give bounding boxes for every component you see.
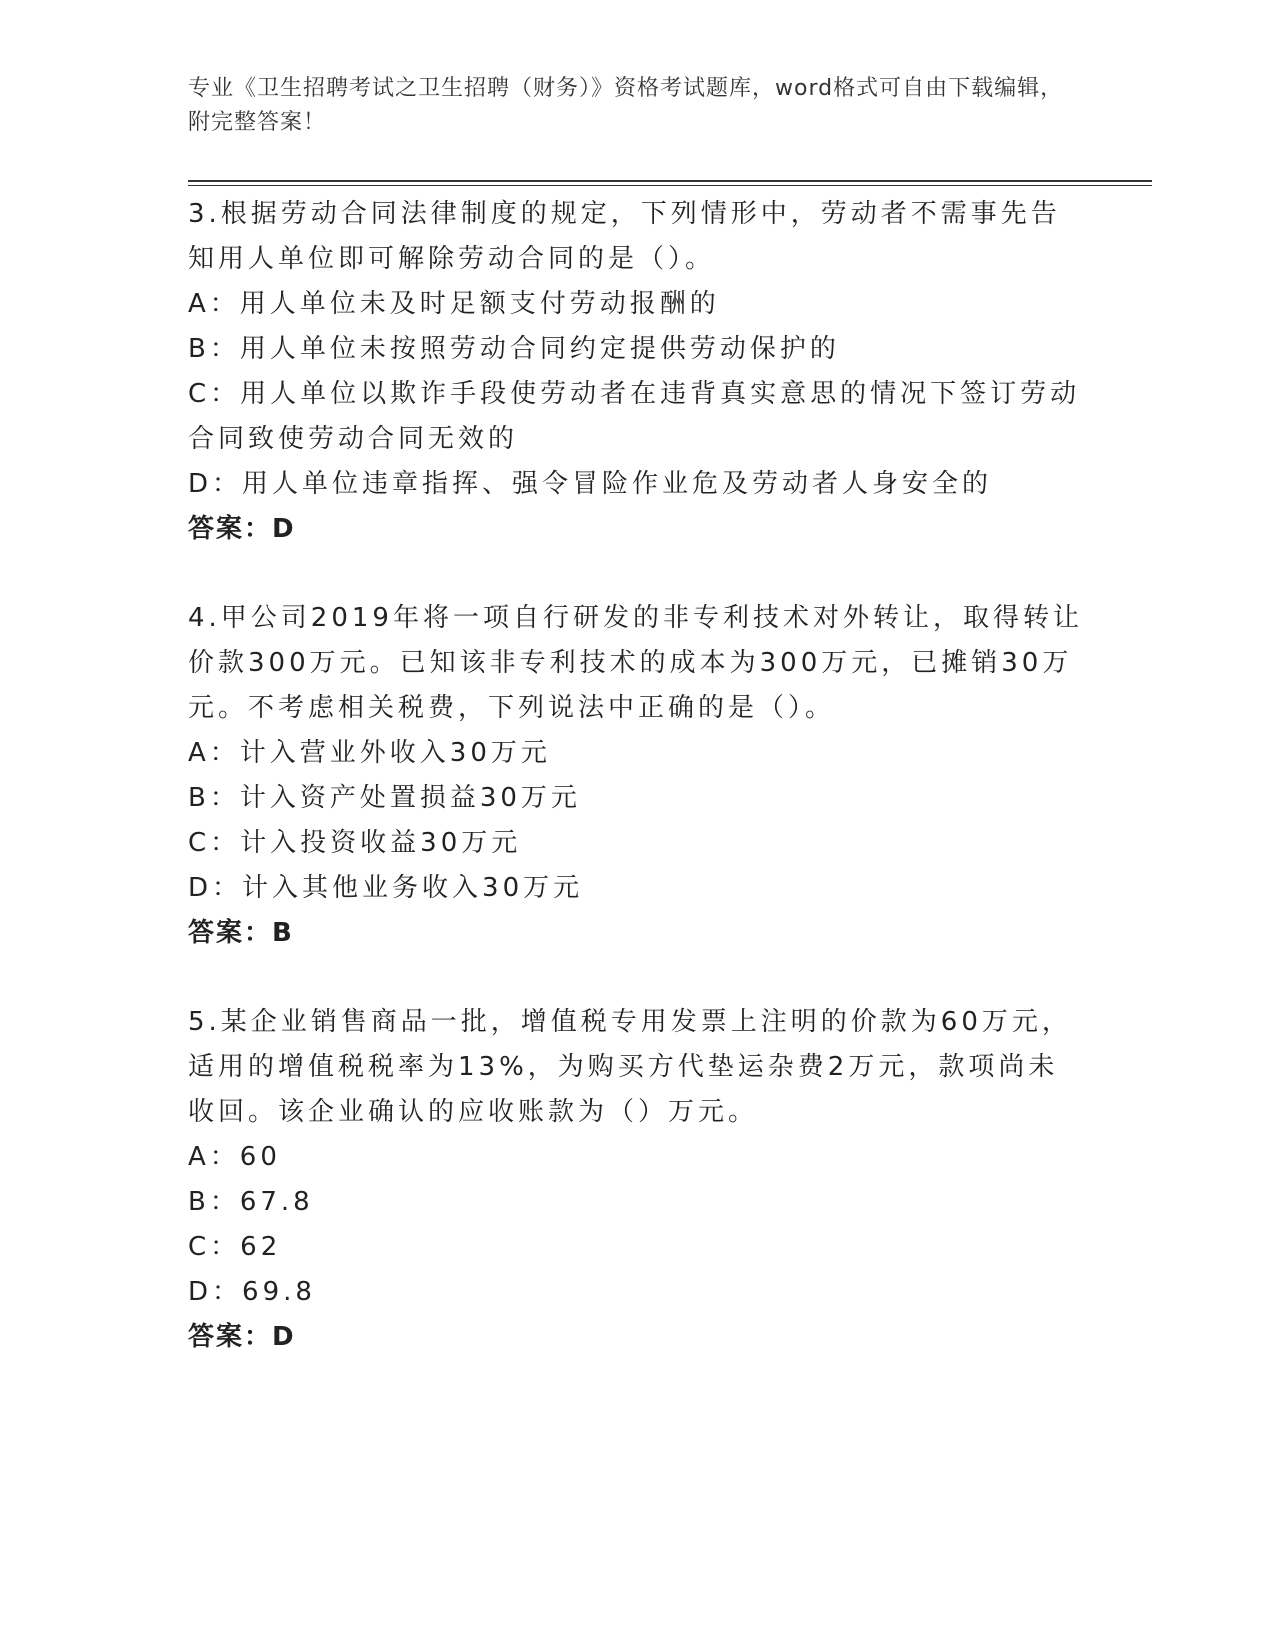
question-stem: 3.根据劳动合同法律制度的规定，下列情形中，劳动者不需事先告知用人单位即可解除劳动合同的是（）。 [188, 199, 1061, 274]
option-d: D：计入其他业务收入30万元 [188, 873, 584, 903]
document-header: 专业《卫生招聘考试之卫生招聘（财务）》资格考试题库，word格式可自由下载编辑，附完整答案！ [188, 76, 1064, 135]
question-4 [188, 596, 1088, 956]
option-b: B：计入资产处置损益30万元 [188, 783, 581, 813]
option-a: A：用人单位未及时足额支付劳动报酬的 [188, 289, 720, 319]
question-list [188, 192, 1088, 1404]
question-3 [188, 192, 1088, 552]
option-a: A：计入营业外收入30万元 [188, 738, 551, 768]
answer-line: 答案：D [188, 514, 296, 544]
header-divider [188, 180, 1152, 186]
option-c: C：用人单位以欺诈手段使劳动者在违背真实意思的情况下签订劳动合同致使劳动合同无效的 [188, 379, 1081, 454]
option-c: C：62 [188, 1232, 282, 1262]
option-d: D：69.8 [188, 1277, 316, 1307]
question-stem: 4.甲公司2019年将一项自行研发的非专利技术对外转让，取得转让价款300万元。已知该非专利技术的成本为300万元，已摊销30万元。不考虑相关税费，下列说法中正确的是（）。 [188, 603, 1083, 723]
question-stem: 5.某企业销售商品一批，增值税专用发票上注明的价款为60万元，适用的增值税税率为13%，为购买方代垫运杂费2万元，款项尚未收回。该企业确认的应收账款为（）万元。 [188, 1007, 1072, 1127]
option-c: C：计入投资收益30万元 [188, 828, 522, 858]
option-a: A：60 [188, 1142, 281, 1172]
answer-line: 答案：D [188, 1322, 296, 1352]
option-b: B：用人单位未按照劳动合同约定提供劳动保护的 [188, 334, 840, 364]
option-d: D：用人单位违章指挥、强令冒险作业危及劳动者人身安全的 [188, 469, 993, 499]
answer-line: 答案：B [188, 918, 294, 948]
question-5 [188, 1000, 1088, 1360]
option-b: B：67.8 [188, 1187, 314, 1217]
